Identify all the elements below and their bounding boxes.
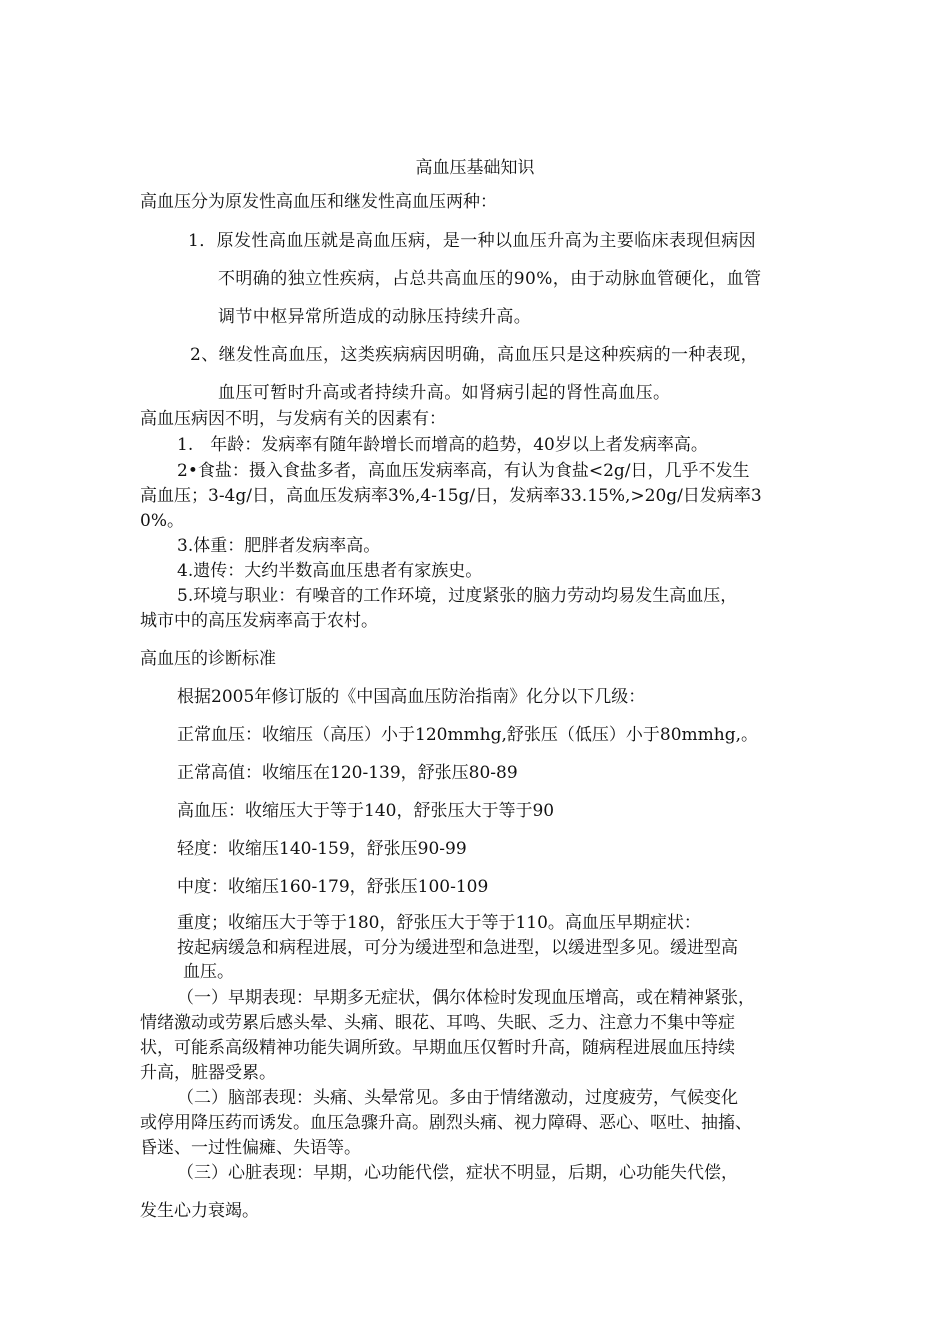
list-item-line: 血压可暂时升高或者持续升高。如肾病引起的肾性高血压。 [218,383,671,403]
list-item-line: 1. 年龄：发病率有随年龄增长而增高的趋势，40岁以上者发病率高。 [177,435,708,455]
symptom-line: （三）心脏表现：早期，心功能代偿，症状不明显，后期，心功能失代偿， [177,1163,738,1183]
list-item-line: 4.遗传：大约半数高血压患者有家族史。 [177,561,483,581]
intro-paragraph: 高血压分为原发性高血压和继发性高血压两种： [140,192,497,212]
grade-line: 重度；收缩压大于等于180，舒张压大于等于110。高血压早期症状： [177,913,701,933]
list-item-line: 调节中枢异常所造成的动脉压持续升高。 [218,307,532,327]
symptom-line: （二）脑部表现：头痛、头晕常见。多由于情绪激动，过度疲劳，气候变化 [177,1088,738,1108]
factors-heading: 高血压病因不明，与发病有关的因素有： [140,409,446,429]
symptom-line: 升高，脏器受累。 [140,1063,276,1083]
symptom-line: 状，可能系高级精神功能失调所致。早期血压仅暂时升高，随病程进展血压持续 [140,1038,735,1058]
symptom-line: 或停用降压药而诱发。血压急骤升高。剧烈头痛、视力障碍、恶心、呕吐、抽搐、 [140,1113,752,1133]
progress-line: 血压。 [183,962,234,982]
document-title: 高血压基础知识 [415,158,535,178]
list-item-line: 城市中的高压发病率高于农村。 [140,611,378,631]
symptom-line: 发生心力衰竭。 [140,1201,259,1221]
list-item-line: 1．原发性高血压就是高血压病，是一种以血压升高为主要临床表现但病因 [188,231,757,251]
list-item-line: 5.环境与职业：有噪音的工作环境，过度紧张的脑力劳动均易发生高血压， [177,586,738,606]
symptom-line: 昏迷、一过性偏瘫、失语等。 [140,1138,361,1158]
grade-line: 正常高值：收缩压在120-139，舒张压80-89 [177,763,518,783]
grade-line: 高血压：收缩压大于等于140，舒张压大于等于90 [177,801,555,821]
list-item-line: 2•食盐：摄入食盐多者，高血压发病率高，有认为食盐<2g/日，几乎不发生 [177,461,750,481]
list-item-line: 3.体重：肥胖者发病率高。 [177,536,381,556]
grade-line: 轻度：收缩压140-159，舒张压90-99 [177,839,467,859]
diagnosis-intro: 根据2005年修订版的《中国高血压防治指南》化分以下几级： [177,687,646,707]
grade-line: 中度：收缩压160-179，舒张压100-109 [177,877,489,897]
diagnosis-heading: 高血压的诊断标准 [140,649,276,669]
symptom-line: （一）早期表现：早期多无症状，偶尔体检时发现血压增高，或在精神紧张， [177,988,755,1008]
list-item-line: 高血压；3-4g/日，高血压发病率3%,4-15g/日，发病率33.15%,>20g/日发病率3 [140,486,762,506]
grade-line: 正常血压：收缩压（高压）小于120mmhg,舒张压（低压）小于80mmhg,。 [177,725,759,745]
progress-line: 按起病缓急和病程进展，可分为缓进型和急进型，以缓进型多见。缓进型高 [177,938,738,958]
list-item-line: 2、继发性高血压，这类疾病病因明确，高血压只是这种疾病的一种表现， [190,345,759,365]
list-item-line: 不明确的独立性疾病，占总共高血压的90%，由于动脉血管硬化，血管 [218,269,762,289]
symptom-line: 情绪激动或劳累后感头晕、头痛、眼花、耳鸣、失眠、乏力、注意力不集中等症 [140,1013,735,1033]
list-item-line: 0%。 [140,511,184,531]
